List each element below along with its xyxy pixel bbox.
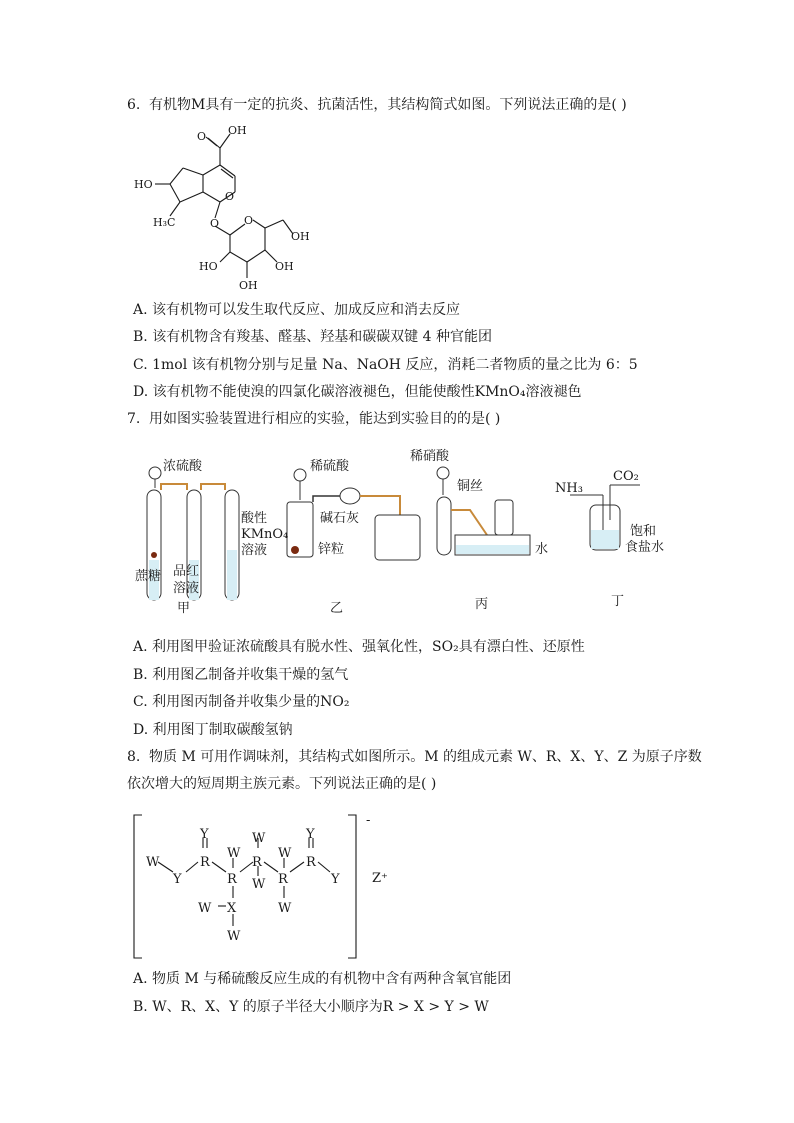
q8-number: 8. <box>127 749 141 765</box>
q6-label-o-ring: O <box>225 190 235 203</box>
q7-jia-reagent2a: 品红 <box>173 564 200 579</box>
q7-option-d: D. 利用图丁制取碳酸氢钠 <box>133 722 293 738</box>
q6-option-b: B. 该有机物含有羧基、醛基、羟基和碳碳双键 4 种官能团 <box>133 329 492 345</box>
svg-text:R: R <box>306 855 316 870</box>
q8-stem-line1: 8. 物质 M 可用作调味剂，其结构式如图所示。M 的组成元素 W、R、X、Y、Z 为原子序数 <box>127 749 702 765</box>
q6-option-a: A. 该有机物可以发生取代反应、加成反应和消去反应 <box>133 302 461 318</box>
svg-text:R: R <box>252 855 262 870</box>
q6-option-c: C. 1mol 该有机物分别与足量 Na、NaOH 反应，消耗二者物质的量之比为 6：5 <box>133 357 638 373</box>
q6-option-d: D. 该有机物不能使溴的四氯化碳溶液褪色，但能使酸性KMnO₄溶液褪色 <box>133 384 582 400</box>
q8-option-a: A. 物质 M 与稀硫酸反应生成的有机物中含有两种含氧官能团 <box>133 971 512 987</box>
svg-text:W: W <box>227 929 241 944</box>
q7-yi-caption: 乙 <box>330 601 344 616</box>
q7-yi-drying: 碱石灰 <box>320 511 360 526</box>
q6-number: 6. <box>127 97 141 113</box>
q7-option-a: A. 利用图甲验证浓硫酸具有脱水性、强氧化性，SO₂具有漂白性、还原性 <box>133 639 585 655</box>
q7-stem: 7. 用如图实验装置进行相应的实验，能达到实验目的的是( ) <box>127 411 501 427</box>
svg-text:W: W <box>227 846 241 861</box>
q7-jia-reagent3a: 酸性 <box>241 511 268 526</box>
q6-label-oh-right: OH <box>291 230 310 243</box>
q7-option-b: B. 利用图乙制备并收集干燥的氢气 <box>133 667 349 683</box>
q6-label-oh-top: OH <box>228 124 247 137</box>
q8-stem-line2: 依次增大的短周期主族元素。下列说法正确的是( ) <box>127 776 437 792</box>
q8-anion-charge: - <box>366 813 371 828</box>
svg-text:W: W <box>252 877 266 892</box>
q7-ding-gas1: NH₃ <box>555 481 583 496</box>
svg-text:W: W <box>146 855 160 870</box>
q7-jia-reagent2b: 溶液 <box>173 581 200 596</box>
q6-label-oh-bottom: OH <box>239 279 258 292</box>
q6-stem: 6. 有机物M具有一定的抗炎、抗菌活性，其结构简式如图。下列说法正确的是( ) <box>127 97 627 113</box>
q7-bing-acid: 稀硝酸 <box>410 449 450 464</box>
q7-ding-caption: 丁 <box>611 594 625 609</box>
q7-ding-liquida: 饱和 <box>630 524 657 539</box>
svg-text:W: W <box>278 901 292 916</box>
svg-text:W: W <box>252 831 266 846</box>
q7-ding-gas2: CO₂ <box>613 469 639 484</box>
q6-label-o-link: O <box>210 217 220 230</box>
q6-structure-figure <box>125 120 325 295</box>
q6-label-ho-left: HO <box>134 178 153 191</box>
q6-label-oh-bm: OH <box>275 260 294 273</box>
q7-yi-acid: 稀硫酸 <box>310 459 350 474</box>
q7-jia-reagent3b: KMnO₄ <box>241 527 289 542</box>
q7-option-c: C. 利用图丙制备并收集少量的NO₂ <box>133 694 350 710</box>
q7-jia-reagent3c: 溶液 <box>241 543 268 558</box>
q6-label-ho-bl: HO <box>199 260 218 273</box>
svg-text:Y: Y <box>306 827 315 842</box>
q7-jia-reagent1: 蔗糖 <box>135 569 162 584</box>
svg-text:Y: Y <box>173 872 182 887</box>
q8-cation: Z⁺ <box>372 871 388 886</box>
q7-apparatus-figure <box>125 440 685 620</box>
q6-label-h3c: H₃C <box>153 216 176 229</box>
q7-yi-solid: 锌粒 <box>318 542 345 557</box>
svg-text:W: W <box>198 901 212 916</box>
q7-jia-caption: 甲 <box>177 601 191 616</box>
q7-jia-acid: 浓硫酸 <box>163 459 203 474</box>
q8-structure-figure <box>128 810 428 960</box>
q7-bing-metal: 铜丝 <box>457 479 484 494</box>
svg-text:X: X <box>227 901 237 916</box>
svg-text:Y: Y <box>200 827 209 842</box>
q7-ding-liquidb: 食盐水 <box>625 540 665 555</box>
svg-text:R: R <box>227 872 237 887</box>
q7-bing-caption: 丙 <box>475 597 489 612</box>
q6-label-o-sugar: O <box>244 214 254 227</box>
q7-bing-liquid: 水 <box>535 542 549 557</box>
q6-label-o-carbonyl: O <box>197 130 207 143</box>
svg-text:W: W <box>278 846 292 861</box>
q7-number: 7. <box>127 411 141 427</box>
svg-text:R: R <box>278 872 288 887</box>
q8-option-b: B. W、R、X、Y 的原子半径大小顺序为R > X > Y > W <box>133 999 489 1015</box>
svg-text:Y: Y <box>331 872 340 887</box>
svg-text:R: R <box>200 855 210 870</box>
